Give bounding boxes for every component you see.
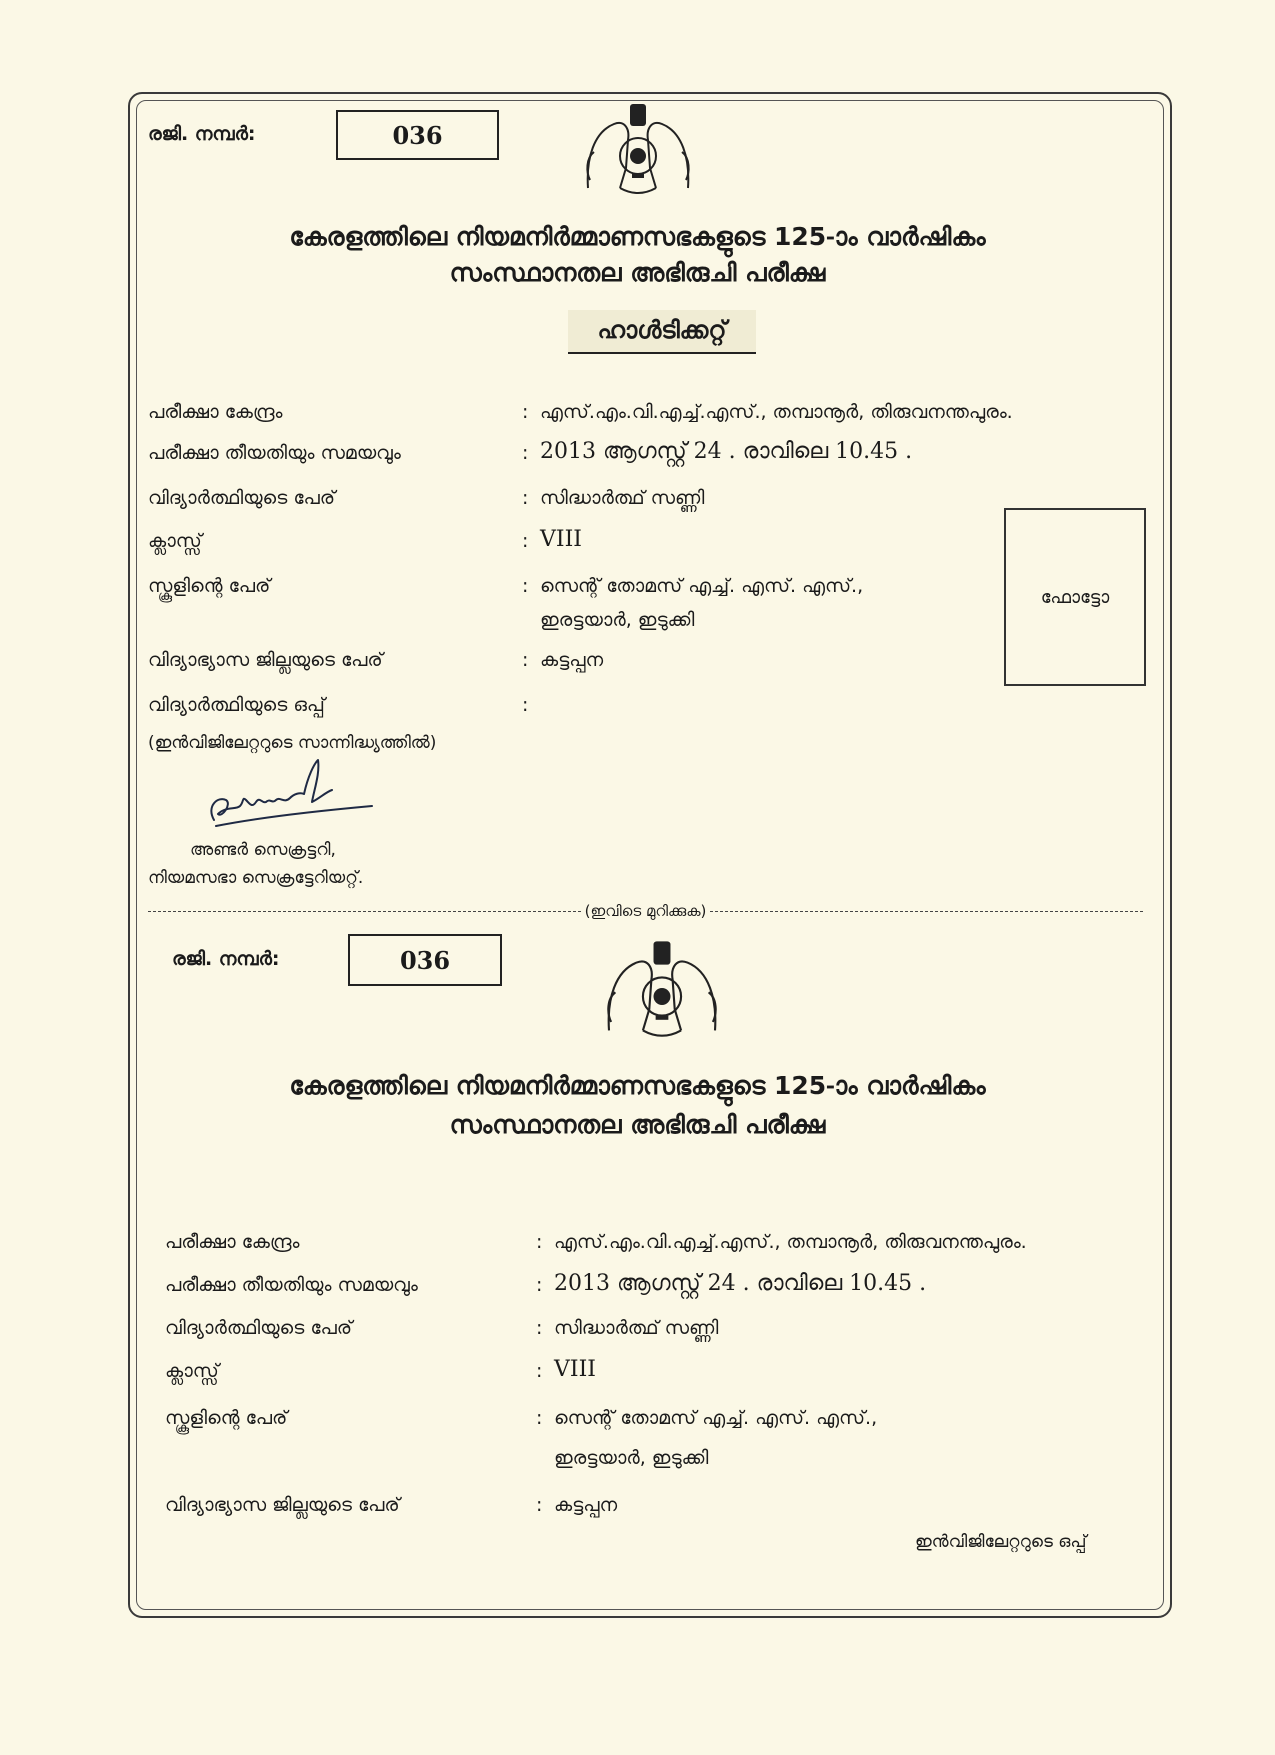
field-value: VIII [540,527,582,552]
colon: : [522,575,529,597]
field-value: സിദ്ധാർത്ഥ് സണ്ണി [554,1317,719,1339]
field-value: 2013 ആഗസ്റ്റ് 24 . രാവിലെ 10.45 . [540,439,913,464]
field-value: കട്ടപ്പന [554,1494,618,1516]
colon: : [536,1494,543,1516]
cut-line [148,900,1143,922]
colon: : [536,1231,543,1253]
photo-box [1004,508,1146,686]
signatory-office: നിയമസഭാ സെക്രട്ടേറിയറ്റ്. [148,868,364,888]
field-value-line-2: ഇരട്ടയാർ, ഇടുക്കി [540,609,695,631]
field-value: എസ്.എം.വി.എച്ച്.എസ്., തമ്പാനൂർ, തിരുവനന്തപുരം. [554,1231,1027,1253]
colon: : [536,1317,543,1339]
dashed-line [710,911,1143,912]
field-label: പരീക്ഷാ തീയതിയും സമയവും [148,442,401,464]
colon: : [522,530,529,552]
field-label: വിദ്യാർത്ഥിയുടെ പേര് [148,487,336,509]
colon: : [536,1407,543,1429]
field-value: എസ്.എം.വി.എച്ച്.എസ്., തമ്പാനൂർ, തിരുവനന്തപുരം. [540,401,1013,423]
colon: : [522,694,529,716]
colon: : [536,1360,543,1382]
reg-number-label: രജി. നമ്പർ: [148,123,256,145]
invigilator-presence-note: (ഇൻവിജിലേറ്ററുടെ സാന്നിദ്ധ്യത്തിൽ) [148,733,437,753]
signatory-title: അണ്ടർ സെക്രട്ടറി, [190,840,336,860]
colon: : [522,487,529,509]
colon: : [522,401,529,423]
title-line-2: സംസ്ഥാനതല അഭിരുചി പരീക്ഷ [449,1110,826,1139]
field-value: കട്ടപ്പന [540,649,604,671]
field-value-line-2: ഇരട്ടയാർ, ഇടുക്കി [554,1447,709,1469]
field-label: ക്ലാസ്സ് [148,530,202,552]
field-value: VIII [554,1357,596,1382]
field-label: പരീക്ഷാ കേന്ദ്രം [148,401,283,423]
title-line-1: കേരളത്തിലെ നിയമനിർമ്മാണസഭകളുടെ 125-ാം വാർഷികം [289,1071,986,1100]
field-value: സെന്റ് തോമസ് എച്ച്. എസ്. എസ്., [540,575,864,597]
field-label: പരീക്ഷാ തീയതിയും സമയവും [165,1274,418,1296]
field-label: വിദ്യാർത്ഥിയുടെ പേര് [165,1317,353,1339]
field-value: 2013 ആഗസ്റ്റ് 24 . രാവിലെ 10.45 . [554,1271,927,1296]
invigilator-signature-label: ഇൻവിജിലേറ്ററുടെ ഒപ്പ് [915,1532,1087,1552]
hall-ticket-heading: ഹാൾടിക്കറ്റ് [568,310,756,354]
title-line-2: സംസ്ഥാനതല അഭിരുചി പരീക്ഷ [449,258,826,287]
reg-number-label: രജി. നമ്പർ: [172,948,280,970]
colon: : [536,1274,543,1296]
reg-number-box: 036 [336,110,499,160]
field-value: സിദ്ധാർത്ഥ് സണ്ണി [540,487,705,509]
title-line-1: കേരളത്തിലെ നിയമനിർമ്മാണസഭകളുടെ 125-ാം വാർഷികം [289,222,986,251]
photo-label: ഫോട്ടോ [1040,586,1110,608]
colon: : [522,649,529,671]
cut-here-text: (ഇവിടെ മുറിക്കുക) [584,902,707,920]
field-label: വിദ്യാർത്ഥിയുടെ ഒപ്പ് [148,694,325,716]
kerala-emblem-icon [580,98,696,198]
field-label: വിദ്യാഭ്യാസ ജില്ലയുടെ പേര് [148,649,383,671]
reg-number-box: 036 [348,934,502,986]
field-label: ക്ലാസ്സ് [165,1360,219,1382]
field-label: പരീക്ഷാ കേന്ദ്രം [165,1231,300,1253]
field-value: സെന്റ് തോമസ് എച്ച്. എസ്. എസ്., [554,1407,878,1429]
field-label: സ്കൂളിന്റെ പേര് [148,575,271,597]
field-label: സ്കൂളിന്റെ പേര് [165,1407,288,1429]
field-label: വിദ്യാഭ്യാസ ജില്ലയുടെ പേര് [165,1494,400,1516]
colon: : [522,442,529,464]
signature-image [196,756,386,836]
kerala-emblem-icon [594,935,730,1041]
dashed-line [148,911,581,912]
